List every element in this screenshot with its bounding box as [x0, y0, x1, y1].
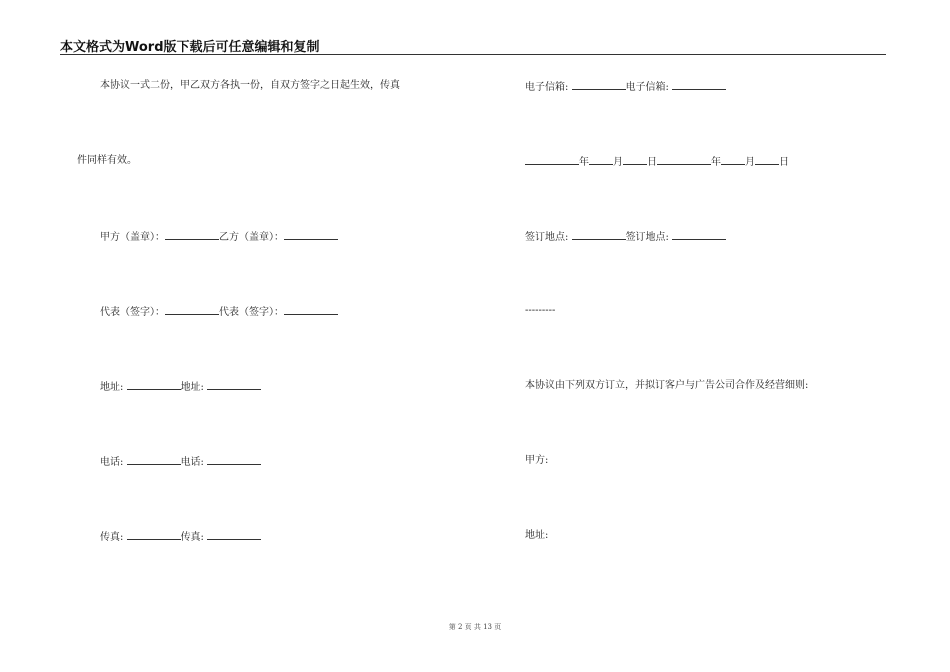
fax-b-label: 传真: [180, 532, 204, 543]
fax-line [100, 529, 261, 545]
header-title: 本文格式为Word版下载后可任意编辑和复制 [60, 40, 320, 55]
year-a-blank[interactable] [525, 154, 579, 165]
effective-clause-text-1: 本协议一式二份，甲乙双方各执一份，自双方签字之日起生效，传真 [100, 80, 400, 91]
address-b-blank[interactable] [207, 379, 261, 390]
day-b-label: 日 [779, 157, 789, 168]
rep-a-blank[interactable] [165, 304, 219, 315]
rep-b-blank[interactable] [284, 304, 338, 315]
separator-line [525, 304, 555, 318]
effective-clause-text-2: 件同样有效。 [77, 155, 137, 166]
separator-text: --------- [525, 305, 556, 316]
rep-a-label: 代表（签字）： [100, 307, 165, 318]
place-b-label: 签订地点: [625, 232, 669, 243]
place-a-label: 签订地点: [525, 232, 569, 243]
day-a-blank[interactable] [623, 154, 647, 165]
address-b-label: 地址: [180, 382, 204, 393]
year-b-label: 年 [711, 157, 721, 168]
representative-line [100, 304, 338, 320]
year-a-label: 年 [579, 157, 589, 168]
party-b-seal-blank[interactable] [284, 229, 338, 240]
address-right-line [525, 529, 548, 543]
page-footer [0, 622, 950, 632]
email-line [525, 79, 726, 95]
place-b-blank[interactable] [672, 229, 726, 240]
agreement-intro-text: 本协议由下列双方订立，并拟订客户与广告公司合作及经营细则: [525, 380, 809, 391]
email-b-blank[interactable] [672, 79, 726, 90]
address-a-blank[interactable] [127, 379, 181, 390]
email-b-label: 电子信箱: [625, 82, 669, 93]
phone-b-label: 电话: [180, 457, 204, 468]
page-header [60, 34, 886, 55]
phone-line [100, 454, 261, 470]
party-a-line [525, 454, 548, 468]
month-b-blank[interactable] [721, 154, 745, 165]
phone-b-blank[interactable] [207, 454, 261, 465]
email-a-label: 电子信箱: [525, 82, 569, 93]
email-a-blank[interactable] [572, 79, 626, 90]
agreement-intro-line [525, 379, 808, 393]
signing-place-line [525, 229, 726, 245]
day-b-blank[interactable] [755, 154, 779, 165]
phone-a-blank[interactable] [127, 454, 181, 465]
effective-clause-line-2 [77, 154, 137, 168]
rep-b-label: 代表（签字）： [219, 307, 284, 318]
month-a-blank[interactable] [589, 154, 613, 165]
date-line [525, 154, 789, 170]
party-a-seal-blank[interactable] [165, 229, 219, 240]
fax-a-blank[interactable] [127, 529, 181, 540]
page-number: 第 2 页 共 13 页 [448, 623, 502, 631]
fax-a-label: 传真: [100, 532, 124, 543]
address-right-label: 地址: [525, 530, 549, 541]
phone-a-label: 电话: [100, 457, 124, 468]
address-a-label: 地址: [100, 382, 124, 393]
party-seal-line [100, 229, 338, 245]
place-a-blank[interactable] [572, 229, 626, 240]
month-b-label: 月 [745, 157, 755, 168]
month-a-label: 月 [613, 157, 623, 168]
party-a-label: 甲方: [525, 455, 549, 466]
day-a-label: 日 [647, 157, 657, 168]
address-line [100, 379, 261, 395]
party-b-seal-label: 乙方（盖章）： [219, 232, 284, 243]
year-b-blank[interactable] [657, 154, 711, 165]
fax-b-blank[interactable] [207, 529, 261, 540]
party-a-seal-label: 甲方（盖章）： [100, 232, 165, 243]
effective-clause-line-1 [100, 79, 400, 93]
